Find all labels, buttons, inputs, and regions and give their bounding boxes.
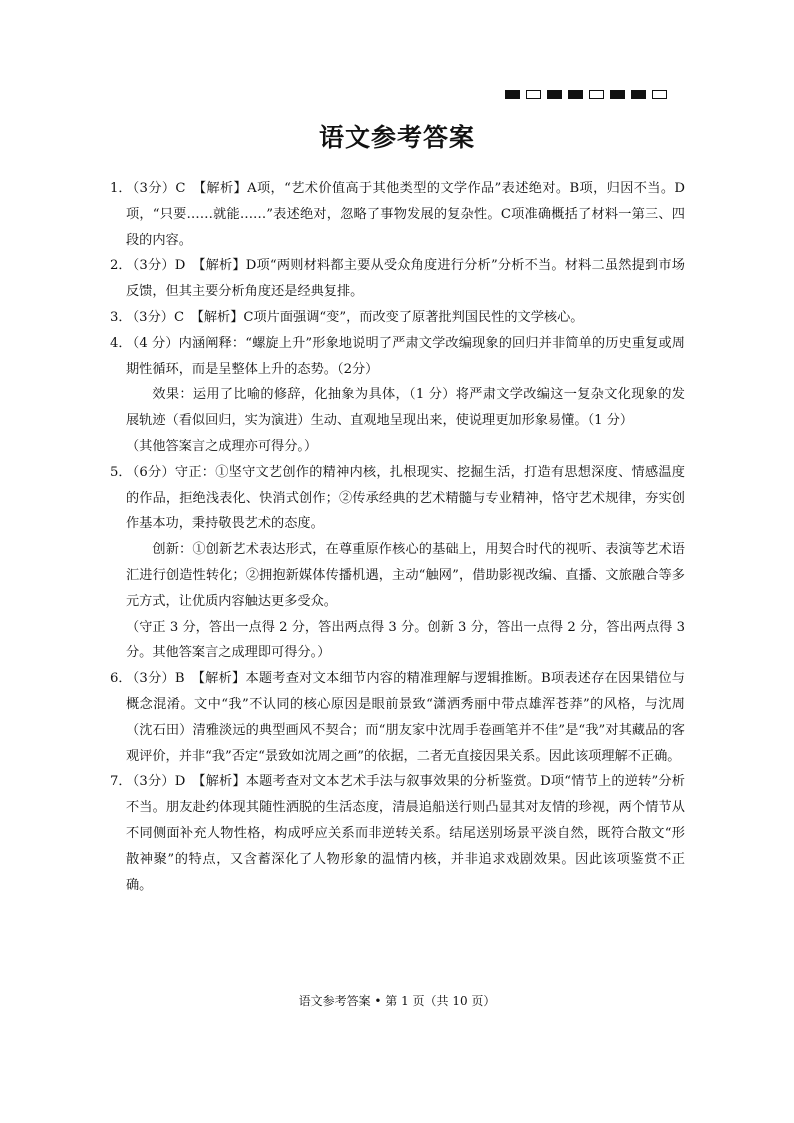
answer-paragraph: （4 分）内涵阐释：“螺旋上升”形象地说明了严肃文学改编现象的回归并非简单的历史重复或周期性循环，而是呈整体上升的态势。（2分）: [126, 335, 685, 377]
answer-item: [110, 460, 685, 666]
answer-number: 5．: [110, 464, 132, 480]
filled-square-mark: [568, 90, 583, 99]
answer-paragraph: （3分）B 【解析】本题考查对文本细节内容的精准理解与逻辑推断。B项表述存在因果错位与概念混淆。文中“我”不认同的核心原因是眼前景致“潇洒秀丽中带点雄浑苍莽”的风格，与沈周（沈石田）清雅淡远的典型画风不契合；而“朋友家中沈周手卷画笔并不佳”是“我”对其藏品的客观评价，并非“我”否定“景致如沈周之画”的依据，二者无直接因果关系。因此该项理解不正确。: [126, 671, 685, 764]
answer-item: [110, 253, 685, 305]
filled-square-mark: [505, 90, 520, 99]
answer-paragraph: （3分）D 【解析】D项“两则材料都主要从受众角度进行分析”分析不当。材料二虽然提到市场反馈，但其主要分析角度还是经典复排。: [126, 258, 685, 300]
answer-item: [110, 666, 685, 769]
page-footer: 语文参考答案 • 第 1 页（共 10 页）: [298, 994, 496, 1008]
answer-item: [110, 331, 685, 460]
answer-paragraph: （其他答案言之成理亦可得分。）: [126, 438, 318, 454]
answer-item: [110, 769, 685, 898]
answer-paragraph: （3分）C 【解析】C项片面强调“变”，而改变了原著批判国民性的文学核心。: [126, 309, 584, 325]
hollow-square-mark: [652, 90, 667, 99]
answer-number: 3．: [110, 309, 132, 325]
filled-square-mark: [547, 90, 562, 99]
answer-number: 2．: [110, 258, 132, 274]
filled-square-mark: [631, 90, 646, 99]
answer-number: 1．: [110, 181, 132, 196]
hollow-square-mark: [526, 90, 541, 99]
answer-number: 4．: [110, 335, 132, 351]
answer-list: [110, 176, 685, 898]
answer-paragraph: （3分）D 【解析】本题考查对文本艺术手法与叙事效果的分析鉴赏。D项“情节上的逆转”分析不当。朋友赴约体现其随性洒脱的生活态度，清晨追船送行则凸显其对友情的珍视，两个情节从不同侧面补充人物性格，构成呼应关系而非逆转关系。结尾送别场景平淡自然，既符合散文“形散神聚”的特点，又含蓄深化了人物形象的温情内核，并非追求戏剧效果。因此该项鉴赏不正确。: [126, 774, 685, 893]
answer-number: 7．: [110, 774, 132, 790]
answer-item: [110, 176, 685, 253]
answer-paragraph: 效果：运用了比喻的修辞，化抽象为具体，（1 分）将严肃文学改编这一复杂文化现象的发展轨迹（看似回归，实为演进）生动、直观地呈现出来，使说理更加形象易懂。（1 分）: [126, 387, 685, 429]
answer-item: [110, 305, 685, 331]
header-marks: [505, 90, 667, 99]
answer-paragraph: （6分）守正：①坚守文艺创作的精神内核，扎根现实、挖掘生活，打造有思想深度、情感温度的作品，拒绝浅表化、快消式创作；②传承经典的艺术精髓与专业精神，恪守艺术规律，夯实创作基本功，秉持敬畏艺术的态度。: [126, 464, 685, 532]
hollow-square-mark: [589, 90, 604, 99]
answer-paragraph: （守正 3 分，答出一点得 2 分，答出两点得 3 分。创新 3 分，答出一点得 2 分，答出两点得 3 分。其他答案言之成理即可得分。）: [126, 619, 685, 661]
filled-square-mark: [610, 90, 625, 99]
answer-paragraph: （3分）C 【解析】A项，“艺术价值高于其他类型的文学作品”表述绝对。B项，归因不当。D项，“只要……就能……”表述绝对，忽略了事物发展的复杂性。C项准确概括了材料一第三、四段的内容。: [126, 181, 685, 248]
answer-paragraph: 创新：①创新艺术表达形式，在尊重原作核心的基础上，用契合时代的视听、表演等艺术语汇进行创造性转化；②拥抱新媒体传播机遇，主动“触网”，借助影视改编、直播、文旅融合等多元方式，让优质内容触达更多受众。: [126, 542, 685, 609]
answer-number: 6．: [110, 671, 132, 687]
page-title: 语文参考答案: [318, 123, 475, 152]
